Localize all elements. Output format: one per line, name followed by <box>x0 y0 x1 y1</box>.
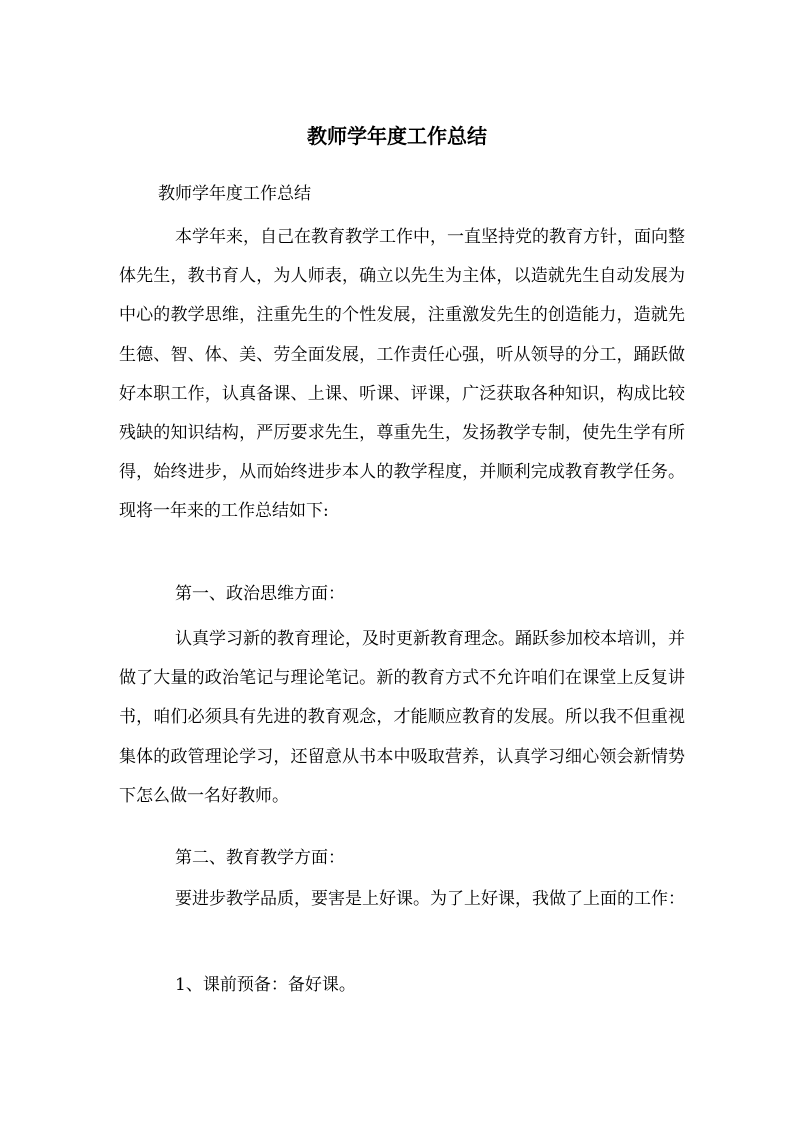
list-item: 1、课前预备：备好课。 <box>175 975 356 995</box>
document-subtitle: 教师学年度工作总结 <box>158 184 311 204</box>
section-heading-teaching: 第二、教育教学方面： <box>175 848 345 868</box>
intro-paragraph: 本学年来，自己在教育教学工作中，一直坚持党的教育方针，面向整体先生，教书育人，为人师表，确立以先生为主体，以造就先生自动发展为中心的教学思维，注重先生的个性发展，注重激发先生的创造能力，造就先生德、智、体、美、劳全面发展，工作责任心强，听从领导的分工，踊跃做好本职工作，认真备课、上课、听课、评课，广泛获取各种知识，构成比较残缺的知识结构，严厉要求先生，尊重先生，发扬教学专制，使先生学有所得，始终进步，从而始终进步本人的教学程度，并顺利完成教育教学任务。现将一年来的工作总结如下: <box>119 227 685 522</box>
section-heading-politics: 第一、政治思维方面： <box>175 584 345 604</box>
politics-paragraph: 认真学习新的教育理论，及时更新教育理念。踊跃参加校本培训，并做了大量的政治笔记与理论笔记。新的教育方式不允许咱们在课堂上反复讲书，咱们必须具有先进的教育观念，才能顺应教育的发展。所以我不但重视集体的政管理论学习，还留意从书本中吸取营养，认真学习细心领会新情势下怎么做一名好教师。 <box>119 629 685 806</box>
teaching-paragraph: 要进步教学品质，要害是上好课。为了上好课，我做了上面的工作： <box>175 889 685 909</box>
page-title: 教师学年度工作总结 <box>307 124 487 148</box>
